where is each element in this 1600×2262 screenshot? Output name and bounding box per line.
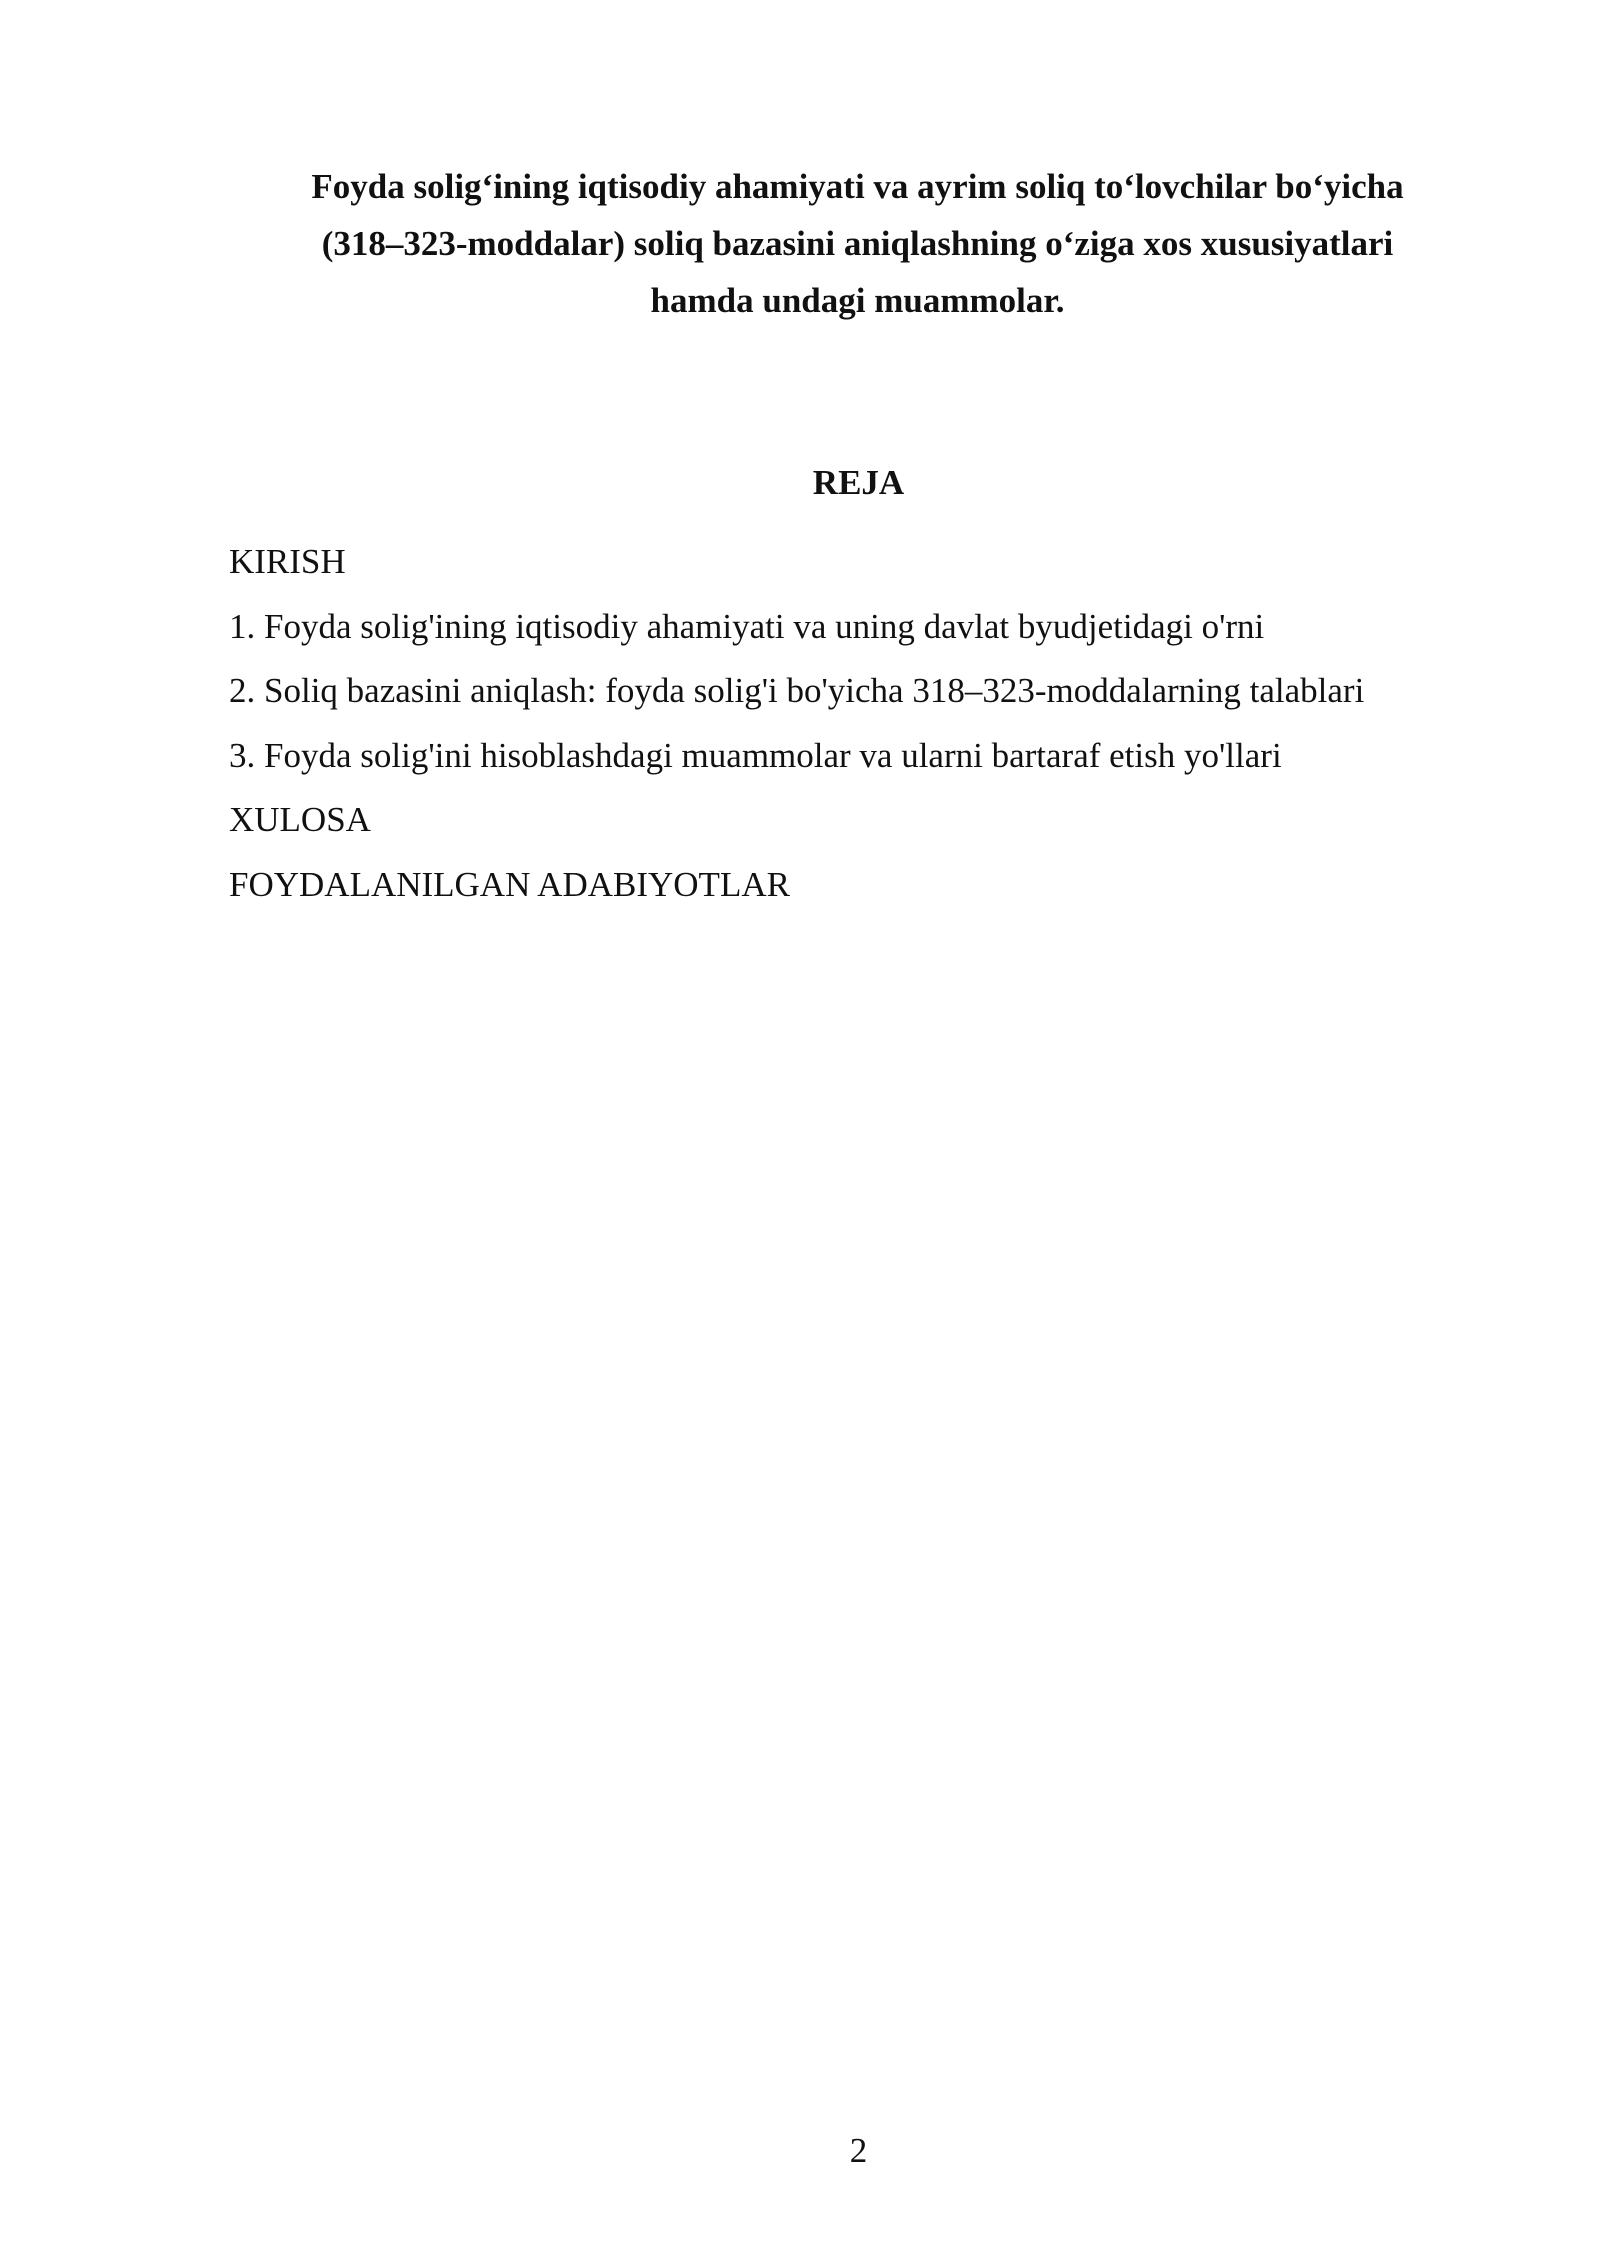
title-line-3: hamda undagi muammolar. [650,281,1065,320]
title-line-1: Foyda solig‘ining iqtisodiy ahamiyati va ayrim soliq to‘lovchilar bo‘yicha [311,167,1404,206]
title-line-2: (318–323-moddalar) soliq bazasini aniqlashning o‘ziga xos xususiyatlari [321,224,1394,263]
plan-item-references: FOYDALANILGAN ADABIYOTLAR [229,864,790,904]
plan-heading: REJA [812,463,905,502]
plan-item-section-3: 3. Foyda solig'ini hisoblashdagi muammolar va ularni bartaraf etish yo'llari [229,735,1282,775]
plan-item-conclusion: XULOSA [229,800,371,839]
plan-item-section-1: 1. Foyda solig'ining iqtisodiy ahamiyati va uning davlat byudjetidagi o'rni [229,606,1265,646]
document-title [230,158,1485,329]
plan-item-section-2: 2. Soliq bazasini aniqlash: foyda solig'i bo'yicha 318–323-moddalarning talablari [229,671,1365,710]
plan-item-introduction: KIRISH [229,542,346,581]
plan-list [229,530,1529,917]
page-number: 2 [849,2131,868,2170]
